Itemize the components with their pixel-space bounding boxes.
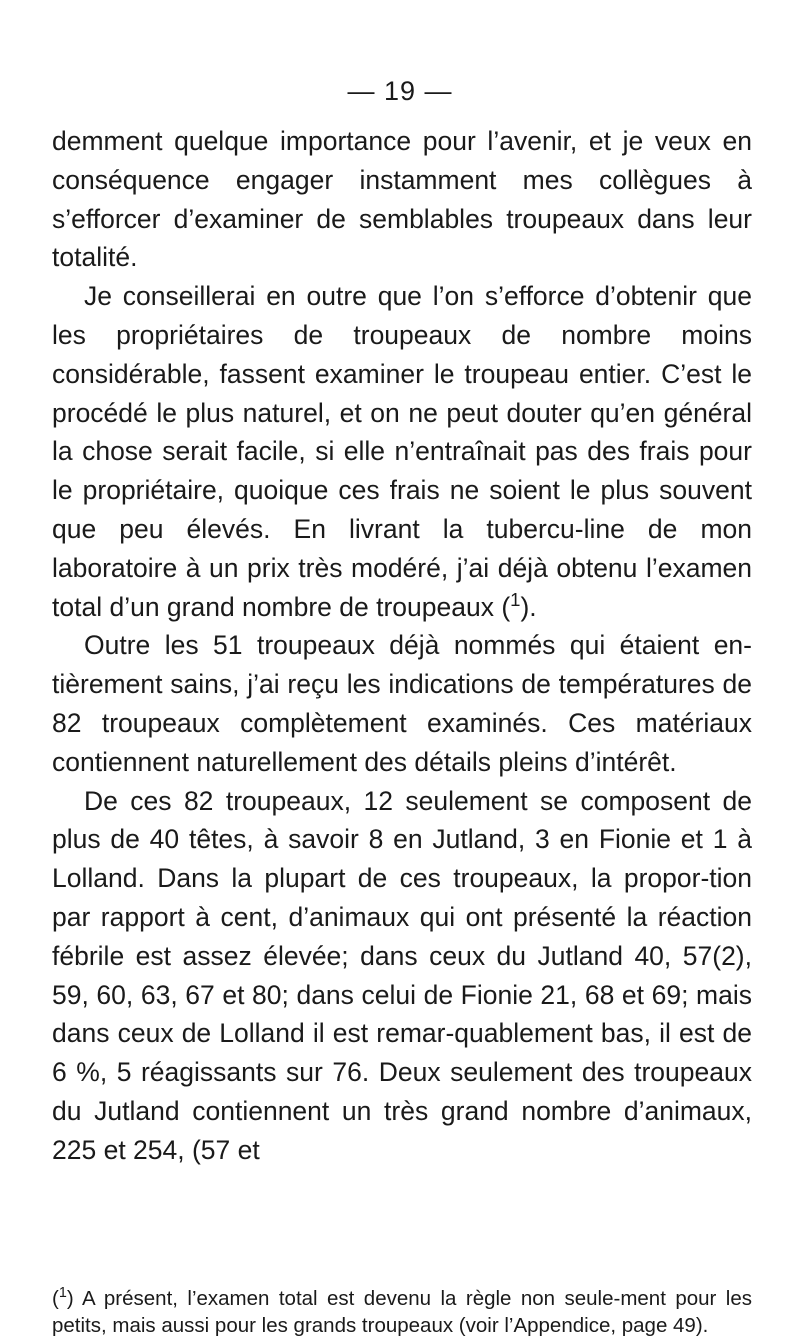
paragraph-2-end: ). [520, 591, 537, 622]
paragraph-4 [52, 782, 752, 1170]
paragraph-1 [52, 122, 752, 277]
body-text [52, 122, 752, 1170]
footnote-mark: 1 [58, 1285, 67, 1302]
footnote-text: A présent, l’examen total est devenu la règle non seule-ment pour les petits, mais aussi pour les grands troupeaux (voir l’Appendice, page 49). [52, 1287, 752, 1337]
paragraph-3-text: Outre les 51 troupeaux déjà nommés qui étaient en-tièrement sains, j’ai reçu les indications de températures de 82 troupeaux complètement examinés. Ces matériaux contiennent naturellement des détails pleins d’intérêt. [52, 630, 752, 777]
paragraph-1-text: demment quelque importance pour l’avenir, et je veux en conséquence engager instamment mes collègues à s’efforcer d’examiner de semblables troupeaux dans leur totalité. [52, 126, 752, 273]
paragraph-2-text: Je conseillerai en outre que l’on s’efforce d’obtenir que les propriétaires de troupeaux de nombre moins considérable, fassent examiner le troupeau entier. C’est le procédé le plus naturel, et on ne peut douter qu’en général la chose serait facile, si elle n’entraînait pas des frais pour le propriétaire, quoique ces frais ne soient le plus souvent que peu élevés. En livrant la tubercu-line de mon laboratoire à un prix très modéré, j’ai déjà obtenu l’examen total d’un grand nombre de troupeaux ( [52, 281, 752, 622]
paragraph-2 [52, 277, 752, 626]
footnote-reference[interactable]: 1 [510, 588, 521, 610]
paragraph-4-text: De ces 82 troupeaux, 12 seulement se composent de plus de 40 têtes, à savoir 8 en Jutland, 3 en Fionie et 1 à Lolland. Dans la plupart de ces troupeaux, la propor-tion par rapport à cent, d’animaux qui ont présenté la réaction fébrile est assez élevée; dans ceux du Jutland 40, 57(2), 59, 60, 63, 67 et 80; dans celui de Fionie 21, 68 et 69; mais dans ceux de Lolland il est remar-quablement bas, il est de 6 %, 5 réagissants sur 76. Deux seulement des troupeaux du Jutland contiennent un très grand nombre d’animaux, 225 et 254, (57 et [52, 785, 752, 1165]
page-number: — 19 — [347, 76, 453, 106]
paragraph-3 [52, 626, 752, 781]
footnote: ($^1$) A présent, l’examen total est devenu la règle non seule-ment pour les petits, mais aussi pour les grands troupeaux (voir l’Appendice, page 49). [52, 1285, 752, 1337]
